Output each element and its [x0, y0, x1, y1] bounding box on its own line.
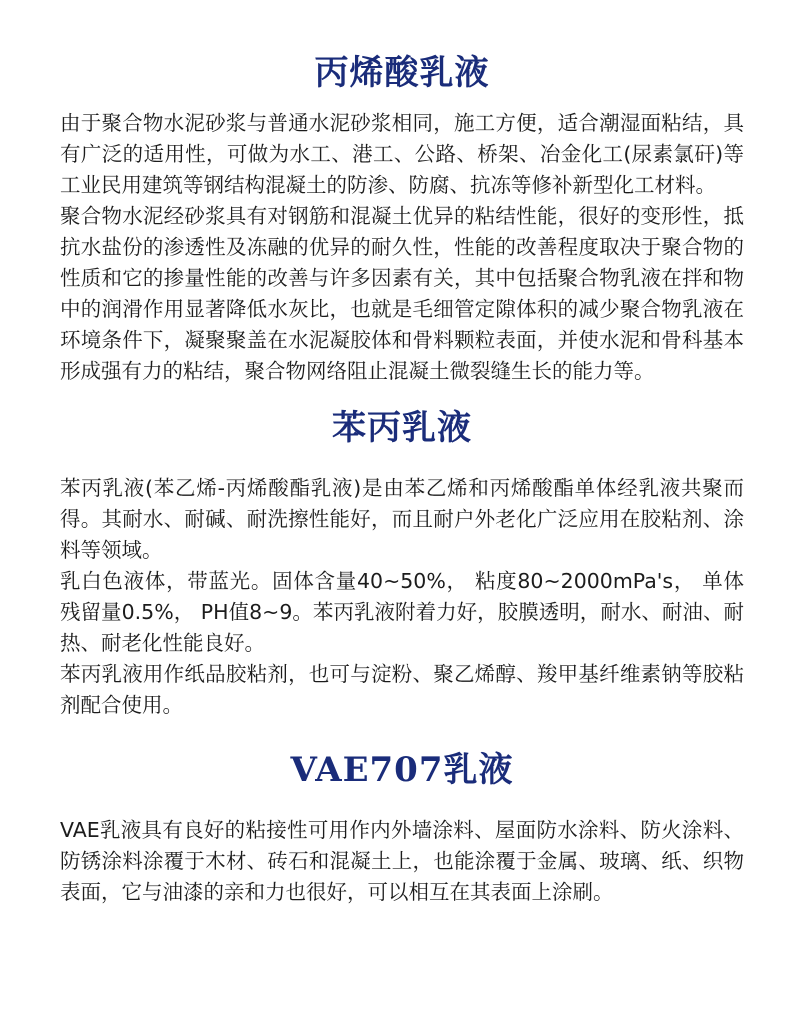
paragraph: 由于聚合物水泥砂浆与普通水泥砂浆相同，施工方便，适合潮湿面粘结，具有广泛的适用性，可做为水工、港工、公路、桥架、冶金化工(尿素氯矸)等工业民用建筑等钢结构混凝土的防渗、防腐、抗冻等修补新型化工材料。	[60, 111, 744, 197]
section-title: 丙烯酸乳液	[314, 53, 490, 93]
paragraph: 乳白色液体，带蓝光。固体含量40~50%， 粘度80~2000mPa's， 单体残留量0.5%， PH值8~9。苯丙乳液附着力好，胶膜透明，耐水、耐油、耐热、耐老化性能良好。	[60, 569, 744, 655]
section-title: VAE707乳液	[290, 750, 514, 790]
section-vae707-emulsion	[60, 721, 744, 908]
section-styrene-acrylic-emulsion	[60, 387, 744, 721]
paragraph: VAE乳液具有良好的粘接性可用作内外墙涂料、屋面防水涂料、防火涂料、防锈涂料涂覆于木材、砖石和混凝土上，也能涂覆于金属、玻璃、纸、织物表面，它与油漆的亲和力也很好，可以相互在其表面上涂刷。	[60, 818, 744, 904]
paragraph: 苯丙乳液(苯乙烯-丙烯酸酯乳液)是由苯乙烯和丙烯酸酯单体经乳液共聚而得。其耐水、耐碱、耐洗擦性能好，而且耐户外老化广泛应用在胶粘剂、涂料等领域。	[60, 476, 744, 562]
section-title: 苯丙乳液	[332, 408, 472, 448]
paragraph: 苯丙乳液用作纸品胶粘剂，也可与淀粉、聚乙烯醇、羧甲基纤维素钠等胶粘剂配合使用。	[60, 662, 744, 717]
section-acrylic-emulsion	[60, 0, 744, 387]
paragraph: 聚合物水泥经砂浆具有对钢筋和混凝土优异的粘结性能，很好的变形性，抵抗水盐份的渗透性及冻融的优异的耐久性，性能的改善程度取决于聚合物的性质和它的掺量性能的改善与许多因素有关，其中包括聚合物乳液在拌和物中的润滑作用显著降低水灰比，也就是毛细管定隙体积的减少聚合物乳液在环境条件下，凝聚聚盖在水泥凝胶体和骨料颗粒表面，并使水泥和骨科基本形成强有力的粘结，聚合物网络阻止混凝土微裂缝生长的能力等。	[60, 204, 744, 383]
